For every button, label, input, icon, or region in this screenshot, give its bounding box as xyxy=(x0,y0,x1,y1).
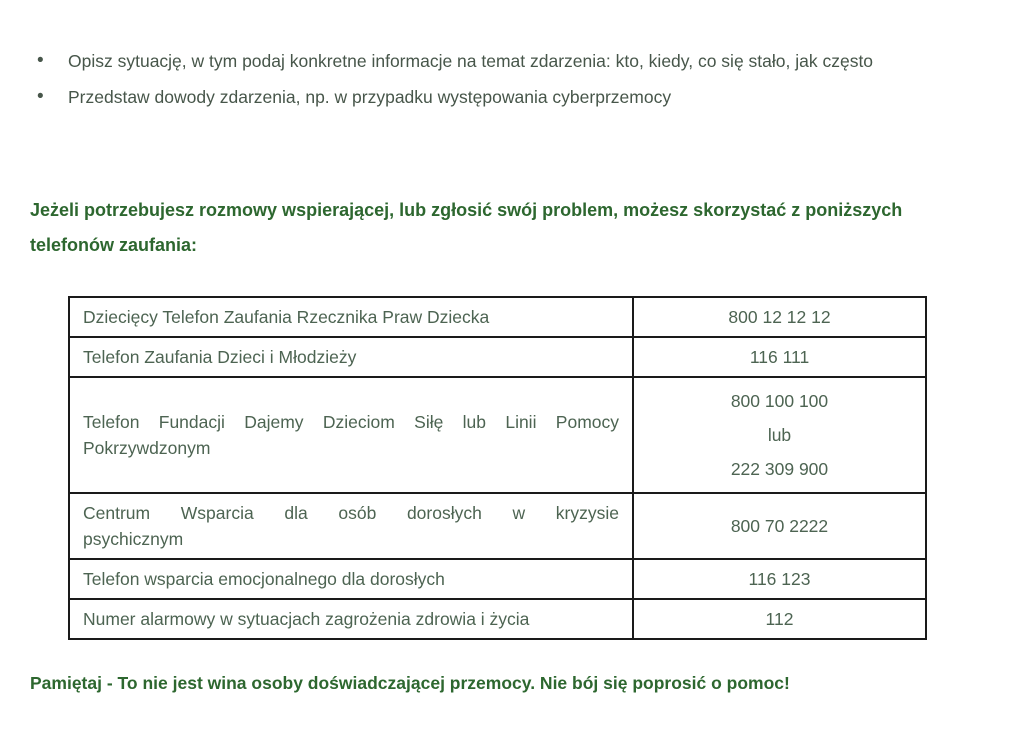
helpline-phone-number: 112 xyxy=(765,609,794,629)
helpline-name-line: Telefon Fundacji Dajemy Dzieciom Siłę lub Linii Pomocy xyxy=(83,412,619,432)
helpline-name-cell xyxy=(69,559,633,599)
helpline-name-line: Numer alarmowy w sytuacjach zagrożenia zdrowia i życia xyxy=(83,609,530,629)
helpline-phone-number: 800 100 100 xyxy=(730,391,829,411)
bullet-list xyxy=(30,43,915,115)
helpline-phone-number: 222 309 900 xyxy=(730,459,829,479)
helpline-name-cell xyxy=(69,337,633,377)
helpline-name-cell xyxy=(69,493,633,559)
table-row xyxy=(69,337,926,377)
bullet-item: • Przedstaw dowody zdarzenia, np. w przypadku występowania cyberprzemocy xyxy=(30,79,915,115)
helpline-phone-number: 800 70 2222 xyxy=(730,516,829,536)
table-row xyxy=(69,493,926,559)
helpline-phone-cell xyxy=(633,377,926,493)
helpline-phone-number: lub xyxy=(767,425,792,445)
table-row xyxy=(69,297,926,337)
helpline-phone-number: 116 111 xyxy=(749,347,810,367)
helpline-phone-number: 800 12 12 12 xyxy=(728,307,831,327)
helpline-name-line: psychicznym xyxy=(83,529,184,549)
bullet-item: • Opisz sytuację, w tym podaj konkretne informacje na temat zdarzenia: kto, kiedy, co się stało, jak często xyxy=(30,43,915,79)
helpline-phone-cell xyxy=(633,599,926,639)
helpline-name-line: Telefon Zaufania Dzieci i Młodzieży xyxy=(83,347,357,367)
footer-note: Pamiętaj - To nie jest wina osoby doświadczającej przemocy. Nie bój się poprosić o pomoc! xyxy=(30,673,790,693)
helpline-name-line: Pokrzywdzonym xyxy=(83,438,211,458)
helpline-name-cell xyxy=(69,377,633,493)
helpline-name-line: Telefon wsparcia emocjonalnego dla dorosłych xyxy=(83,569,445,589)
table-row xyxy=(69,377,926,493)
intro-heading: Jeżeli potrzebujesz rozmowy wspierającej, lub zgłosić swój problem, możesz skorzystać z poniższych telefonów zaufania: xyxy=(30,200,903,255)
helpline-phone-cell xyxy=(633,559,926,599)
helpline-phone-cell xyxy=(633,493,926,559)
table-row xyxy=(69,559,926,599)
helpline-name-cell xyxy=(69,297,633,337)
helpline-table xyxy=(68,296,927,640)
helpline-phone-number: 116 123 xyxy=(748,569,811,589)
helpline-phone-cell xyxy=(633,337,926,377)
table-row xyxy=(69,599,926,639)
helpline-name-line: Dziecięcy Telefon Zaufania Rzecznika Praw Dziecka xyxy=(83,307,490,327)
helpline-name-line: Centrum Wsparcia dla osób dorosłych w kryzysie xyxy=(83,503,619,523)
helpline-name-cell xyxy=(69,599,633,639)
helpline-phone-cell xyxy=(633,297,926,337)
